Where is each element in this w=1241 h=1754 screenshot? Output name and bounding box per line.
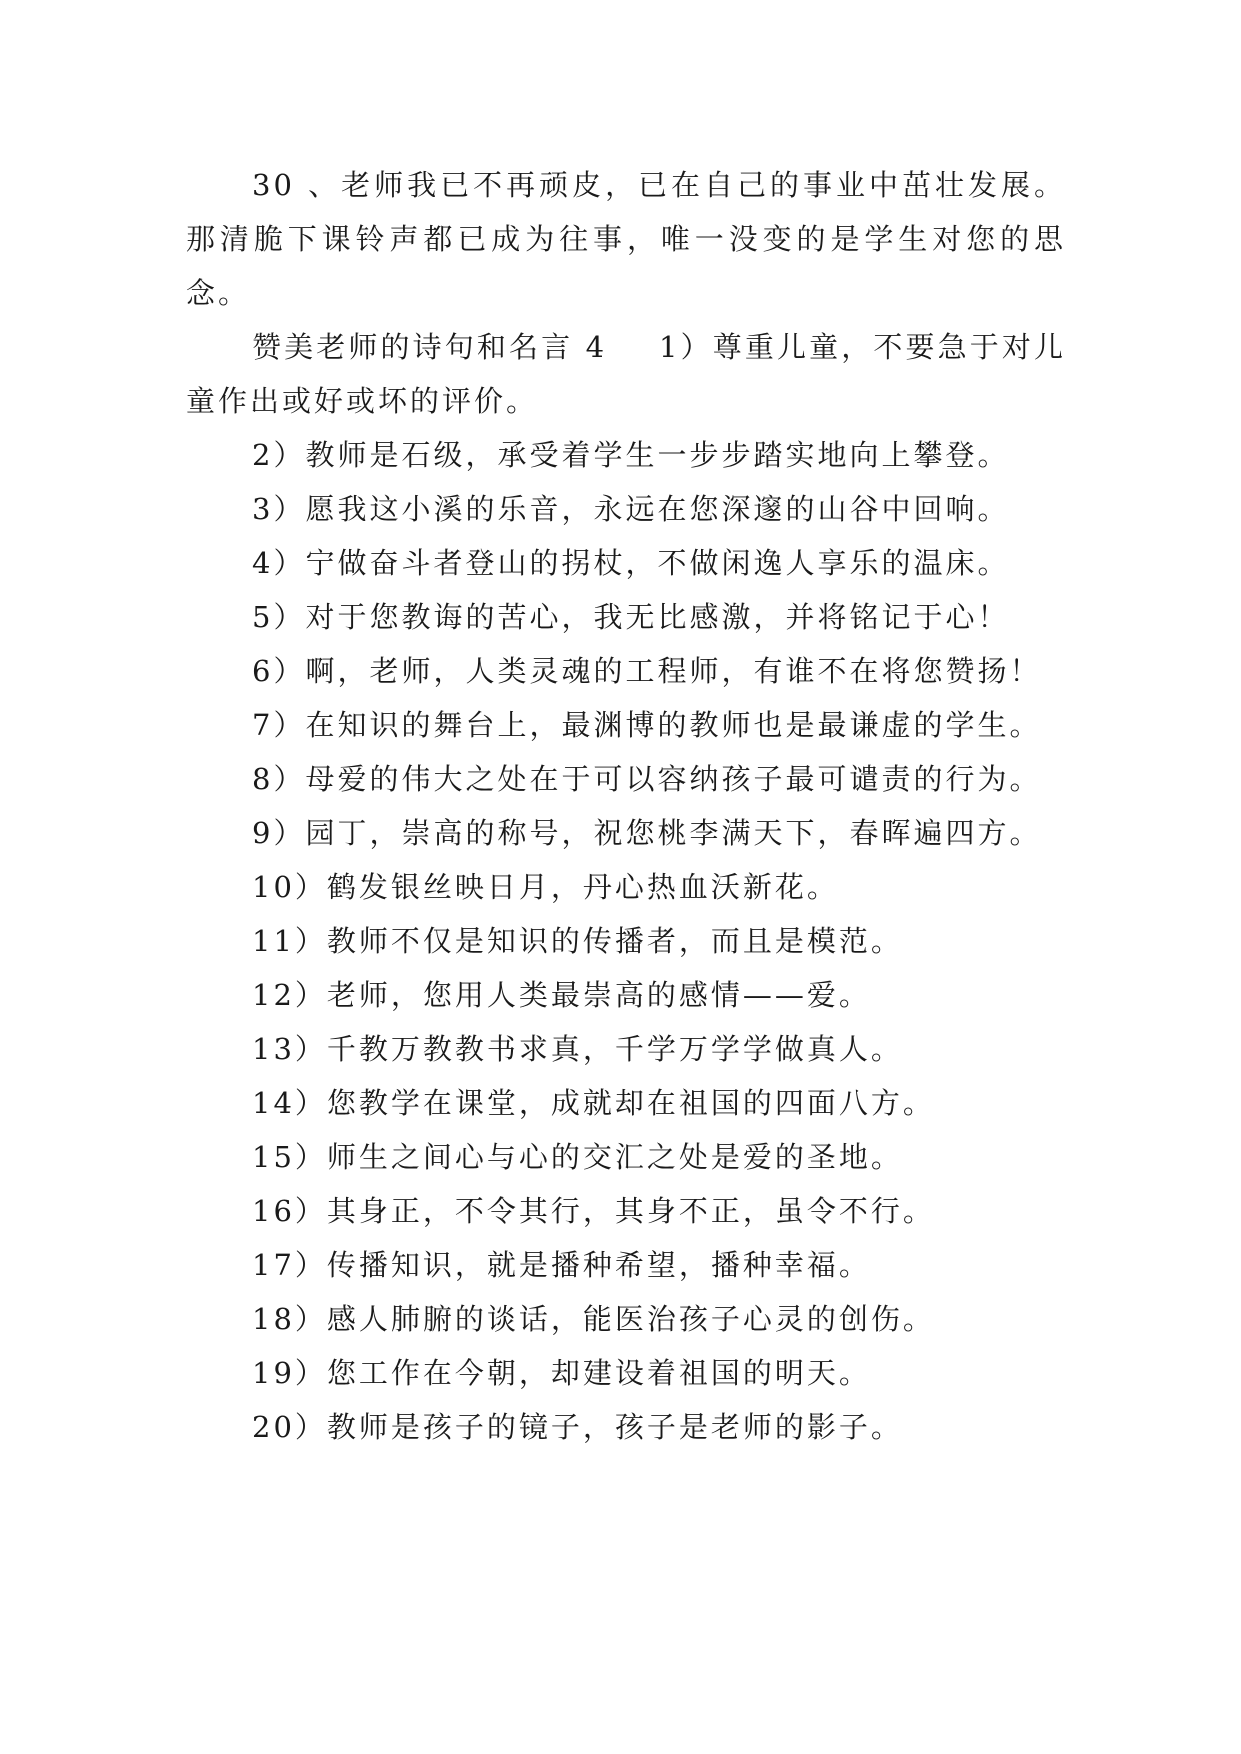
quote-item-1: 1）尊重儿童，不要急于对儿童作出或好或坏的评价。 — [186, 330, 1066, 418]
quote-item: 11）教师不仅是知识的传播者，而且是模范。 — [252, 924, 903, 958]
quote-item: 19）您工作在今朝，却建设着祖国的明天。 — [252, 1356, 871, 1390]
document-body — [186, 158, 1066, 1454]
paragraph-30: 30 、老师我已不再顽皮，已在自己的事业中茁壮发展。那清脆下课铃声都已成为往事，唯一没变的是学生对您的思念。 — [186, 168, 1066, 310]
quote-item: 16）其身正，不令其行，其身不正，虽令不行。 — [252, 1194, 935, 1228]
quote-list — [186, 428, 1066, 1454]
quote-item: 9）园丁，崇高的称号，祝您桃李满天下，春晖遍四方。 — [252, 816, 1042, 850]
quote-item: 3）愿我这小溪的乐音，永远在您深邃的山谷中回响。 — [252, 492, 1010, 526]
quote-item: 5）对于您教诲的苦心，我无比感激，并将铭记于心！ — [252, 600, 1010, 634]
quote-item: 10）鹤发银丝映日月，丹心热血沃新花。 — [252, 870, 839, 904]
quote-item: 15）师生之间心与心的交汇之处是爱的圣地。 — [252, 1140, 903, 1174]
quote-item: 14）您教学在课堂，成就却在祖国的四面八方。 — [252, 1086, 935, 1120]
quote-item: 4）宁做奋斗者登山的拐杖，不做闲逸人享乐的温床。 — [252, 546, 1010, 580]
quote-item: 7）在知识的舞台上，最渊博的教师也是最谦虚的学生。 — [252, 708, 1042, 742]
quote-item: 18）感人肺腑的谈话，能医治孩子心灵的创伤。 — [252, 1302, 935, 1336]
quote-item: 8）母爱的伟大之处在于可以容纳孩子最可谴责的行为。 — [252, 762, 1042, 796]
quote-item: 13）千教万教教书求真，千学万学学做真人。 — [252, 1032, 903, 1066]
quote-item: 20）教师是孩子的镜子，孩子是老师的影子。 — [252, 1410, 903, 1444]
quote-item: 12）老师，您用人类最崇高的感情——爱。 — [252, 978, 871, 1012]
quote-item: 2）教师是石级，承受着学生一步步踏实地向上攀登。 — [252, 438, 1010, 472]
quote-item: 17）传播知识，就是播种希望，播种幸福。 — [252, 1248, 871, 1282]
section-title: 赞美老师的诗句和名言 4 — [252, 330, 608, 364]
quote-item: 6）啊，老师，人类灵魂的工程师，有谁不在将您赞扬！ — [252, 654, 1042, 688]
section-paragraph — [186, 320, 1066, 428]
